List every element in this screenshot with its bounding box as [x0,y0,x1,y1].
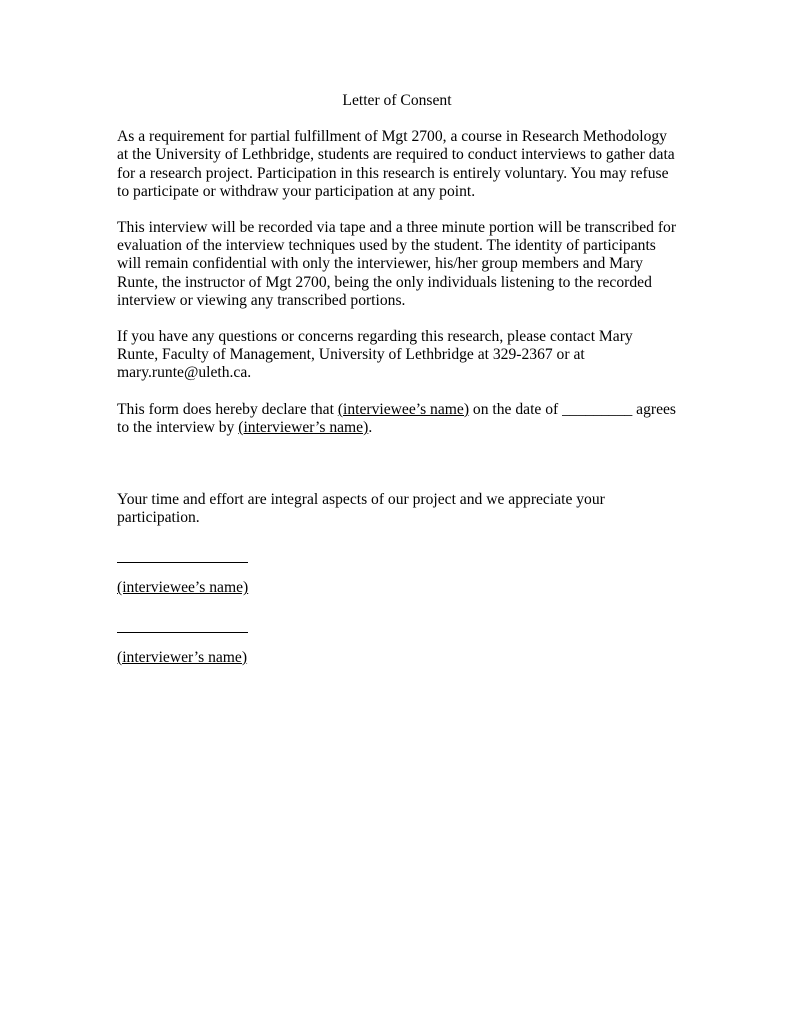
contact-paragraph: If you have any questions or concerns regarding this research, please contact Mary Runte, Faculty of Management, University of Lethbridge at 329-2367 or at mary.runte@uleth.ca. [117,328,633,382]
spacer [117,455,677,491]
declaration-middle: on the date of _________ agrees to the interview by [117,400,677,436]
signature-rule [117,549,248,563]
purpose-paragraph: As a requirement for partial fulfillment of Mgt 2700, a course in Research Methodology at the University of Lethbridge, students are required to conduct interviews to gather data for a research project. Participation in this research is entirely voluntary. You may refuse to participate or withdraw your participation at any point. [117,128,675,200]
recording-paragraph: This interview will be recorded via tape and a three minute portion will be transcribed for evaluation of the interview techniques used by the student. The identity of participants will remain confidential with only the interviewer, his/her group members and Mary Runte, the instructor of Mgt 2700, being the only individuals listening to the recorded interview or viewing any transcribed portions. [117,219,677,309]
interviewer-name-placeholder: (interviewer’s name) [238,418,369,436]
declaration-paragraph [117,401,677,437]
interviewee-signature-line [117,549,677,567]
interviewer-signature-label: (interviewer’s name) [117,648,248,666]
interviewee-signature-label: (interviewee’s name) [117,579,249,597]
consent-letter [117,92,677,667]
declaration-prefix: This form does hereby declare that [117,400,338,418]
signature-rule [117,619,248,633]
letter-title: Letter of Consent [342,92,452,109]
appreciation-paragraph: Your time and effort are integral aspects of our project and we appreciate your participation. [117,491,605,527]
declaration-suffix: . [368,418,373,436]
interviewee-name-placeholder: (interviewee’s name) [337,400,470,418]
interviewer-signature-line [117,619,677,637]
